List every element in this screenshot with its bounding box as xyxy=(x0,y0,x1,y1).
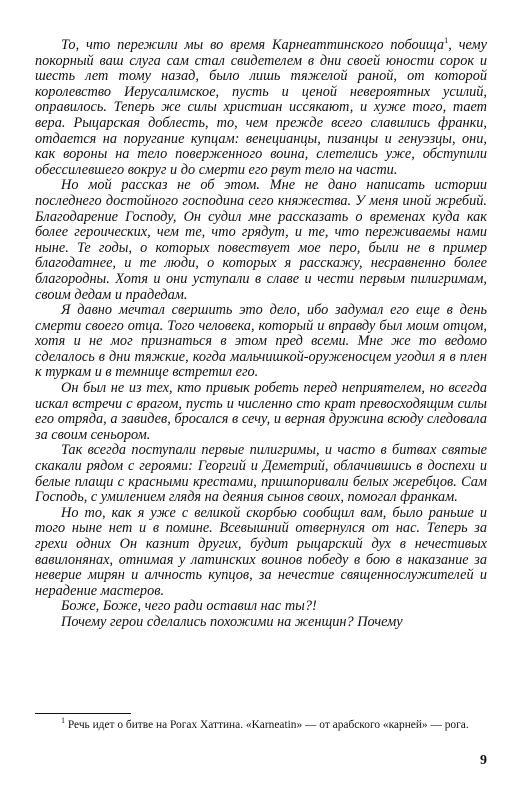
footnote-reference[interactable]: 1 xyxy=(444,35,449,46)
footnote-text: Речь идет о битве на Рогах Хаттина. «Karneatin» — от арабского «карней» — рога. xyxy=(67,719,469,731)
paragraph: Почему герои сделались похожими на женщин? Почему xyxy=(61,613,403,630)
footnote-divider xyxy=(35,713,131,714)
paragraph: Но то, как я уже с великой скорбью сообщил вам, было раньше и того ныне нет и в помине. Всевышний отвернулся от нас. Теперь за грехи одних Он казнит других, будит рыцарский дух в нечестивых вавилонянах, отнимая у латинских воинов победу в бою в наказание за неверие мирян и алчность купцов, за нечестие священнослужителей и нерадение мастеров. xyxy=(35,504,487,599)
paragraph-text: То, что пережили мы во время Карнеаттинского побоища xyxy=(61,37,445,53)
paragraph-text: , чему покорный ваш слуга сам стал свидетелем в дни своей юности сорок и шесть лет тому назад, было лишь тяжелой раной, от которой королевство Иерусалимское, пусть и ценой невероятных усилий, оправилось. Теперь же силы христиан иссякают, и хуже того, тает вера. Рыцарская доблесть, то, чем прежде всего славились франки, отдается на поругание купцам: венецианцы, пизанцы и генуэзцы, они, как вороны на тело поверженного воина, слетелись уже, обступили обессилевшего вокруг и до смерти его рвут тело на части. xyxy=(35,37,487,178)
paragraph xyxy=(35,35,487,178)
page-number: 9 xyxy=(480,753,487,768)
paragraph: Я давно мечтал свершить это дело, ибо задумал его еще в день смерти своего отца. Того человека, который и вправду был моим отцом, хотя и не мог признаться в этом пред всеми. Мне же то ведомо сделалось в дни тяжкие, когда мальчишкой-оруженосцем угодил я в плен к туркам и в темнице встретил его. xyxy=(35,302,487,381)
footnote xyxy=(35,718,487,733)
paragraph: Боже, Боже, чего ради оставил нас ты?! xyxy=(61,598,317,615)
footnote-mark: 1 xyxy=(61,716,65,726)
paragraph: Так всегда поступали первые пилигримы, и часто в битвах святые скакали рядом с героями: Георгий и Деметрий, облачившись в доспехи и белые плащи с красными крестами, пришпоривали белых жеребцов. Сам Господь, с умилением глядя на деяния сынов своих, помогал франкам. xyxy=(35,442,487,506)
paragraph: Но мой рассказ не об этом. Мне не дано написать истории последнего достойного господина сего княжества. У меня иной жребий. Благодарение Господу, Он судил мне рассказать о временах куда как более героических, чем те, что грядут, и те, что переживаемы нами ныне. Те годы, о которых повествует мое перо, были не в пример благодатнее, и те люди, о которых я расскажу, несравненно более благородны. Хотя и они уступали в славе и чести первым пилигримам, своим дедам и прадедам. xyxy=(35,177,487,303)
main-text xyxy=(35,35,487,631)
paragraph: Он был не из тех, кто привык робеть перед неприятелем, но всегда искал встречи с врагом, пусть и численно сто крат превосходящим силы его отряда, а завидев, бросался в сечу, и верная дружина всюду следовала за своим сеньором. xyxy=(35,380,487,443)
